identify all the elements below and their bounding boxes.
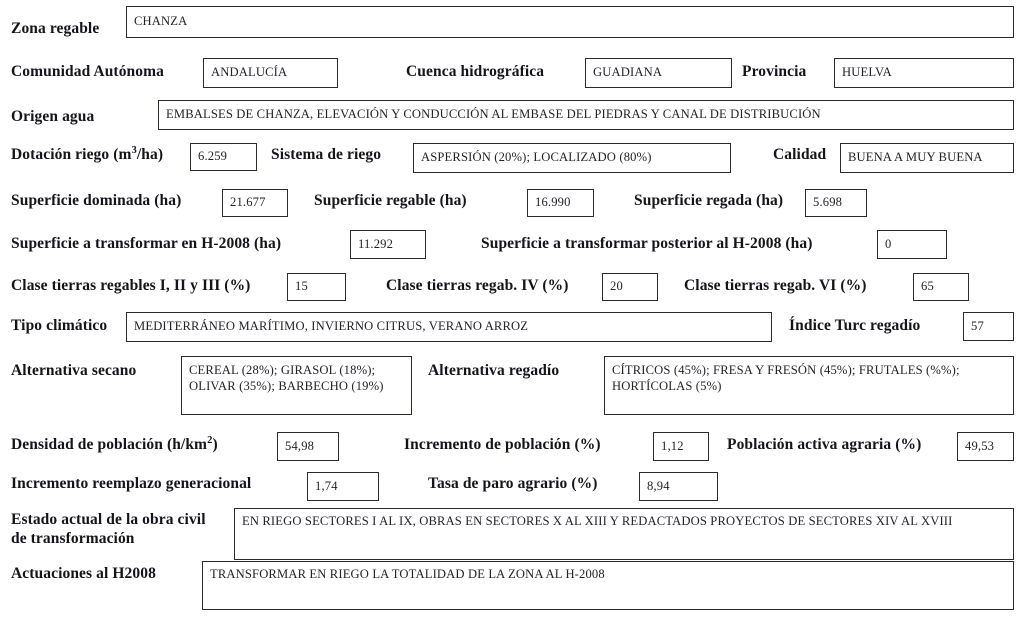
value-superficie-regable: 16.990 <box>535 195 571 210</box>
value-clase-tierras-vi: 65 <box>921 279 934 294</box>
field-cuenca-hidrografica[interactable] <box>585 58 732 88</box>
value-superficie-dominada: 21.677 <box>230 195 266 210</box>
value-alternativa-regadio: CÍTRICOS (45%); FRESA Y FRESÓN (45%); FRUTALES (%%); HORTÍCOLAS (5%) <box>612 363 960 394</box>
value-superficie-regada: 5.698 <box>813 195 843 210</box>
value-origen-agua: EMBALSES DE CHANZA, ELEVACIÓN Y CONDUCCIÓN AL EMBASE DEL PIEDRAS Y CANAL DE DISTRIBUCIÓN <box>166 107 821 122</box>
label-poblacion-activa-agraria: Población activa agraria (%) <box>727 436 922 453</box>
label-estado-obra-civil-line1: Estado actual de la obra civil <box>11 511 206 528</box>
value-clase-tierras-i-ii-iii: 15 <box>295 279 308 294</box>
value-indice-turc-regadio: 57 <box>971 318 984 333</box>
field-sistema-riego[interactable] <box>413 143 731 173</box>
label-comunidad-autonoma: Comunidad Autónoma <box>11 63 164 80</box>
field-clase-tierras-vi[interactable] <box>913 273 969 301</box>
label-sistema-riego: Sistema de riego <box>271 146 382 163</box>
field-dotacion-riego[interactable] <box>190 143 257 171</box>
field-superficie-transformar-h2008[interactable] <box>350 230 426 259</box>
label-dotacion-riego-post: /ha) <box>136 146 164 163</box>
field-tasa-paro-agrario[interactable] <box>639 472 718 501</box>
value-superficie-transformar-posterior: 0 <box>885 236 892 251</box>
value-clase-tierras-iv: 20 <box>610 279 623 294</box>
label-estado-obra-civil <box>11 511 236 549</box>
label-indice-turc-regadio: Índice Turc regadío <box>789 317 921 334</box>
field-incremento-poblacion[interactable] <box>653 432 709 461</box>
label-clase-tierras-vi: Clase tierras regab. VI (%) <box>684 277 867 294</box>
value-estado-obra-civil: EN RIEGO SECTORES I AL IX, OBRAS EN SECTORES X AL XIII Y REDACTADOS PROYECTOS DE SECTORES XIV AL XVIII <box>242 514 953 528</box>
field-incremento-reemplazo-generacional[interactable] <box>307 472 379 501</box>
value-tipo-climatico: MEDITERRÁNEO MARÍTIMO, INVIERNO CITRUS, VERANO ARROZ <box>134 319 529 334</box>
label-tipo-climatico: Tipo climático <box>11 317 108 334</box>
label-dotacion-riego-exponent: 3 <box>131 144 137 156</box>
label-densidad-poblacion-exponent: 2 <box>207 434 213 446</box>
label-dotacion-riego-pre: Dotación riego (m <box>11 146 132 163</box>
field-clase-tierras-iv[interactable] <box>602 273 658 301</box>
field-zona-regable[interactable] <box>126 6 1014 38</box>
field-superficie-dominada[interactable] <box>222 189 288 217</box>
label-dotacion-riego <box>11 146 163 165</box>
field-indice-turc-regadio[interactable] <box>963 312 1014 341</box>
label-superficie-transformar-h2008: Superficie a transformar en H-2008 (ha) <box>11 235 282 252</box>
field-superficie-transformar-posterior[interactable] <box>877 230 947 259</box>
field-calidad[interactable] <box>840 143 1014 173</box>
value-poblacion-activa-agraria: 49,53 <box>965 438 995 453</box>
label-superficie-transformar-posterior: Superficie a transformar posterior al H-2008 (ha) <box>481 235 813 252</box>
field-provincia[interactable] <box>834 58 1014 88</box>
field-densidad-poblacion[interactable] <box>277 432 339 461</box>
value-incremento-poblacion: 1,12 <box>661 438 684 453</box>
label-superficie-regable: Superficie regable (ha) <box>314 192 467 209</box>
value-densidad-poblacion: 54,98 <box>285 438 315 453</box>
value-tasa-paro-agrario: 8,94 <box>647 478 670 493</box>
label-densidad-poblacion <box>11 436 218 455</box>
value-comunidad-autonoma: ANDALUCÍA <box>211 65 288 80</box>
label-clase-tierras-i-ii-iii: Clase tierras regables I, II y III (%) <box>11 277 251 294</box>
value-provincia: HUELVA <box>842 65 892 80</box>
field-clase-tierras-i-ii-iii[interactable] <box>287 273 346 301</box>
value-calidad: BUENA A MUY BUENA <box>848 150 983 165</box>
label-densidad-poblacion-post: ) <box>212 436 218 453</box>
label-provincia: Provincia <box>742 63 807 80</box>
value-dotacion-riego: 6.259 <box>198 149 228 164</box>
value-superficie-transformar-h2008: 11.292 <box>358 236 394 251</box>
field-alternativa-secano[interactable] <box>181 356 412 415</box>
label-alternativa-secano: Alternativa secano <box>11 362 137 379</box>
label-zona-regable: Zona regable <box>11 20 100 37</box>
field-tipo-climatico[interactable] <box>126 312 772 342</box>
field-poblacion-activa-agraria[interactable] <box>957 432 1014 461</box>
value-sistema-riego: ASPERSIÓN (20%); LOCALIZADO (80%) <box>421 150 652 165</box>
value-alternativa-secano: CEREAL (28%); GIRASOL (18%); OLIVAR (35%); BARBECHO (19%) <box>189 363 384 394</box>
label-alternativa-regadio: Alternativa regadío <box>428 362 560 379</box>
field-comunidad-autonoma[interactable] <box>203 58 338 88</box>
label-tasa-paro-agrario: Tasa de paro agrario (%) <box>428 475 598 492</box>
label-cuenca-hidrografica: Cuenca hidrográfica <box>406 63 545 80</box>
value-zona-regable: CHANZA <box>134 14 188 29</box>
value-cuenca-hidrografica: GUADIANA <box>593 65 663 80</box>
label-calidad: Calidad <box>773 146 827 163</box>
label-densidad-poblacion-pre: Densidad de población (h/km <box>11 436 208 453</box>
field-alternativa-regadio[interactable] <box>604 356 1014 415</box>
value-incremento-reemplazo-generacional: 1,74 <box>315 478 338 493</box>
label-clase-tierras-iv: Clase tierras regab. IV (%) <box>386 277 569 294</box>
label-actuaciones-h2008: Actuaciones al H2008 <box>11 565 156 582</box>
label-estado-obra-civil-line2: de transformación <box>11 529 135 547</box>
field-superficie-regable[interactable] <box>527 189 594 217</box>
field-estado-obra-civil[interactable] <box>234 508 1014 560</box>
label-origen-agua: Origen agua <box>11 108 95 125</box>
field-origen-agua[interactable] <box>158 100 1014 130</box>
value-actuaciones-h2008: TRANSFORMAR EN RIEGO LA TOTALIDAD DE LA ZONA AL H-2008 <box>210 567 605 581</box>
label-incremento-reemplazo-generacional: Incremento reemplazo generacional <box>11 475 252 492</box>
label-superficie-dominada: Superficie dominada (ha) <box>11 192 182 209</box>
label-superficie-regada: Superficie regada (ha) <box>634 192 784 209</box>
label-incremento-poblacion: Incremento de población (%) <box>404 436 601 453</box>
field-superficie-regada[interactable] <box>805 189 867 217</box>
field-actuaciones-h2008[interactable] <box>202 561 1014 610</box>
